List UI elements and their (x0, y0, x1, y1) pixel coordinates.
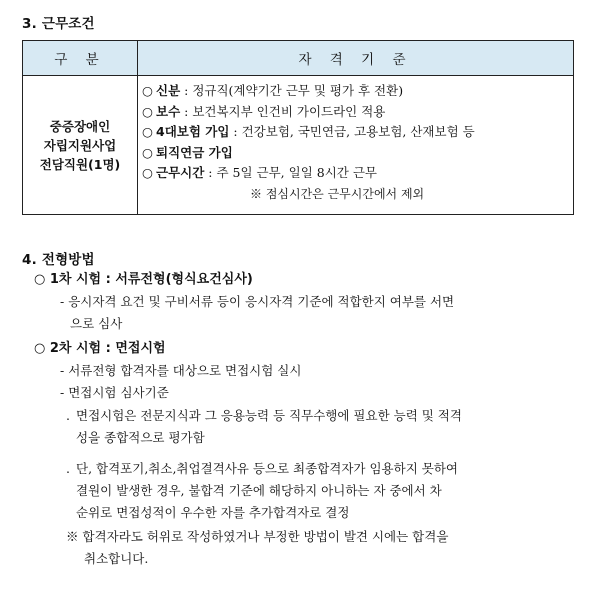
step-1-description: - 응시자격 요건 및 구비서류 등이 응시자격 기준에 적합한지 여부를 서면 (60, 294, 455, 309)
section-3-heading: 3. 근무조건 (22, 16, 95, 32)
dot-bullet-icon: . (66, 408, 70, 423)
condition-value: 주 5일 근무, 일일 8시간 근무 (216, 165, 377, 180)
job-title-line: 중증장애인 (49, 118, 111, 134)
criteria-text-cont: 성을 종합적으로 평가함 (76, 430, 205, 445)
condition-separator: : (180, 103, 193, 119)
circle-bullet-icon: ○ (142, 144, 153, 160)
table-header-row (23, 41, 574, 76)
criteria-text-cont: 순위로 면접성적이 우수한 자를 추가합격자로 결정 (76, 505, 350, 520)
condition-key: 보수 (156, 103, 181, 119)
circle-bullet-icon: ○ (142, 165, 153, 180)
condition-separator: : (204, 165, 217, 180)
condition-item (142, 122, 569, 143)
work-conditions-table (22, 40, 574, 215)
condition-separator: : (180, 83, 193, 98)
condition-key: 근무시간 (156, 165, 205, 180)
condition-key: 신분 (156, 83, 181, 98)
condition-item (142, 102, 569, 123)
step-2-title: ○ 2차 시험 : 면접시험 (34, 341, 166, 356)
circle-bullet-icon: ○ (142, 124, 153, 139)
step-1-title: ○ 1차 시험 : 서류전형(형식요건심사) (34, 272, 253, 287)
condition-key: 퇴직연금 가입 (156, 144, 233, 160)
table-row (23, 76, 574, 215)
condition-value: 정규직(계약기간 근무 및 평가 후 전환) (192, 83, 404, 98)
job-title-cell (23, 76, 138, 215)
circle-bullet-icon: ○ (142, 83, 153, 98)
cancellation-note: ※ 합격자라도 허위로 작성하였거나 부정한 방법이 발견 시에는 합격을 (66, 529, 449, 544)
condition-item (142, 143, 569, 164)
lunch-note: ※ 점심시간은 근무시간에서 제외 (250, 186, 425, 201)
conditions-cell (138, 76, 574, 215)
criteria-text: 단, 합격포기,취소,취업결격사유 등으로 최종합격자가 임용하지 못하여 (76, 461, 458, 476)
condition-item (142, 163, 569, 184)
condition-key: 4대보험 가입 (156, 124, 230, 139)
job-title-line: 자립지원사업 (43, 137, 117, 153)
circle-bullet-icon: ○ (142, 103, 153, 119)
step-2-criteria-label: - 면접시험 심사기준 (60, 385, 169, 400)
criteria-item (66, 406, 462, 426)
job-title-line: 전담직원(1명) (39, 156, 121, 172)
dot-bullet-icon: . (66, 461, 70, 476)
criteria-text-cont: 결원이 발생한 경우, 불합격 기준에 해당하지 아니하는 자 중에서 차 (76, 483, 442, 498)
condition-separator: : (229, 124, 242, 139)
table-header-criteria: 자 격 기 준 (138, 41, 574, 76)
step-2-description: - 서류전형 합격자를 대상으로 면접시험 실시 (60, 363, 302, 378)
condition-item (142, 81, 569, 102)
condition-value: 보건복지부 인건비 가이드라인 적용 (192, 103, 386, 119)
step-1-description-cont: 으로 심사 (70, 316, 123, 331)
criteria-item (66, 459, 458, 479)
table-header-category: 구 분 (23, 41, 138, 76)
cancellation-note-cont: 취소합니다. (84, 551, 149, 566)
criteria-text: 면접시험은 전문지식과 그 응용능력 등 직무수행에 필요한 능력 및 적격 (76, 408, 462, 423)
condition-value: 건강보험, 국민연금, 고용보험, 산재보험 등 (241, 124, 475, 139)
section-4-heading: 4. 전형방법 (22, 252, 95, 268)
